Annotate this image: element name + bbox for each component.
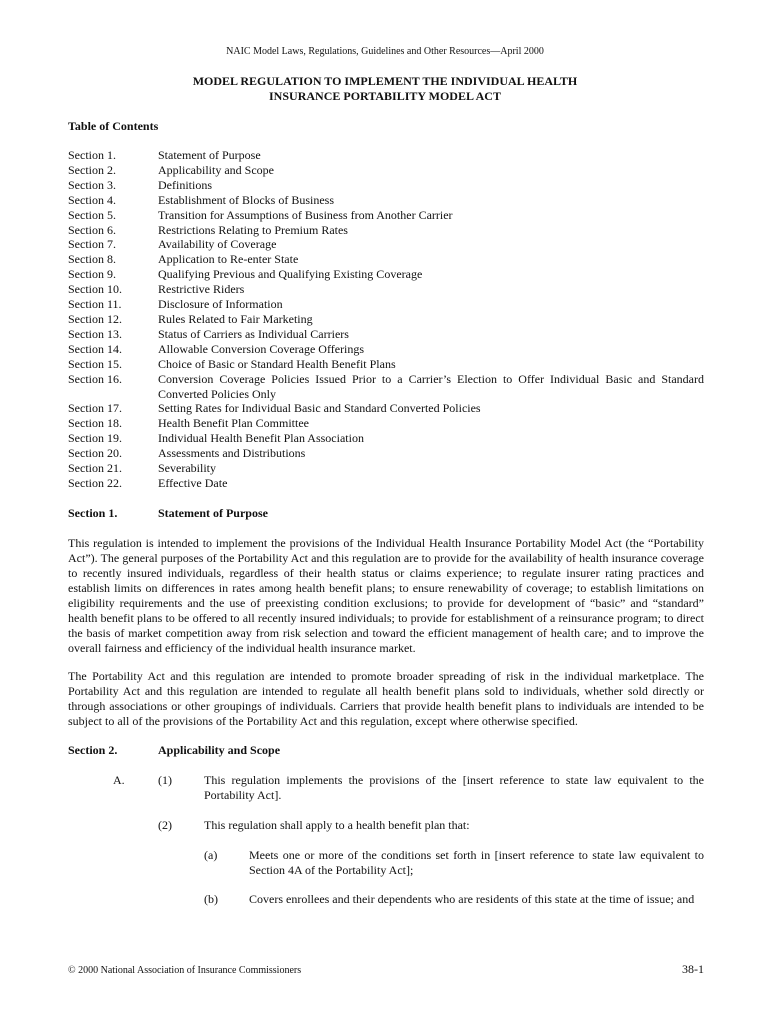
toc-section-title: Choice of Basic or Standard Health Benefit Plans [158, 356, 396, 371]
toc-section-number: Section 2. [68, 162, 116, 177]
toc-row [68, 312, 704, 327]
toc-section-number: Section 5. [68, 207, 116, 222]
toc-section-number: Section 18. [68, 416, 122, 431]
toc-section-title: Availability of Coverage [158, 237, 277, 252]
toc-section-title: Allowable Conversion Coverage Offerings [158, 341, 365, 356]
toc-section-title: Restrictive Riders [158, 282, 245, 297]
toc-section-number: Section 12. [68, 311, 122, 326]
toc-row [68, 148, 704, 163]
toc-section-title: Statement of Purpose [158, 148, 261, 162]
toc-row [68, 416, 704, 431]
section-2-title: Applicability and Scope [158, 743, 281, 757]
toc-section-number: Section 8. [68, 252, 116, 267]
toc-section-number: Section 3. [68, 177, 116, 192]
toc-heading: Table of Contents [68, 119, 159, 133]
table-of-contents [68, 148, 704, 491]
toc-section-title: Individual Health Benefit Plan Association [158, 431, 364, 446]
toc-section-title: Rules Related to Fair Marketing [158, 311, 313, 326]
title-line-2: INSURANCE PORTABILITY MODEL ACT [269, 89, 501, 103]
toc-section-number: Section 4. [68, 192, 116, 207]
toc-section-number: Section 7. [68, 237, 116, 252]
toc-section-number: Section 20. [68, 446, 122, 461]
toc-section-number: Section 19. [68, 431, 122, 446]
section-2-number: Section 2. [68, 743, 118, 757]
toc-section-number: Section 10. [68, 282, 122, 297]
paragraph-2-label: (2) [158, 818, 172, 832]
toc-row [68, 208, 704, 223]
toc-section-title: Setting Rates for Individual Basic and Standard Converted Policies [158, 401, 481, 416]
subparagraph-b-label: (b) [204, 892, 218, 906]
toc-section-number: Section 21. [68, 461, 122, 476]
toc-row [68, 237, 704, 252]
toc-section-title: Qualifying Previous and Qualifying Existing Coverage [158, 267, 423, 282]
toc-section-number: Section 13. [68, 326, 122, 341]
toc-row [68, 372, 704, 402]
toc-section-title: Disclosure of Information [158, 297, 283, 312]
paragraph-2-text: This regulation shall apply to a health benefit plan that: [204, 818, 470, 832]
toc-section-number: Section 16. [68, 371, 122, 386]
toc-section-number: Section 1. [68, 148, 116, 162]
toc-row [68, 327, 704, 342]
toc-section-title: Applicability and Scope [158, 162, 274, 177]
toc-section-number: Section 14. [68, 341, 122, 356]
toc-row [68, 163, 704, 178]
toc-section-title: Conversion Coverage Policies Issued Prior to a Carrier’s Election to Offer Individual Basic and Standard Converted Policies Only [158, 371, 704, 401]
toc-section-title: Establishment of Blocks of Business [158, 192, 334, 207]
toc-section-number: Section 15. [68, 356, 122, 371]
toc-row [68, 401, 704, 416]
toc-row [68, 431, 704, 446]
toc-row [68, 193, 704, 208]
toc-section-number: Section 6. [68, 222, 116, 237]
toc-row [68, 476, 704, 491]
toc-section-number: Section 9. [68, 267, 116, 282]
toc-row [68, 282, 704, 297]
subparagraph-b-text: Covers enrollees and their dependents who are residents of this state at the time of issue; and [249, 892, 695, 906]
toc-section-number: Section 17. [68, 401, 122, 416]
title-line-1: MODEL REGULATION TO IMPLEMENT THE INDIVIDUAL HEALTH [192, 74, 578, 88]
paragraph-1-text: This regulation implements the provisions of the [insert reference to state law equivalent to the Portability Act]. [204, 773, 704, 802]
paragraph-1-label: (1) [158, 773, 172, 787]
section-1-paragraph-2: The Portability Act and this regulation are intended to promote broader spreading of risk in the individual marketplace. The Portability Act and this regulation are intended to regulate all health benefit plans sold to individuals, whether sold directly or through associations or other groupings of individuals. Carriers that provide health benefit plans to individuals are intended to be subject to all of the provisions of the Portability Act and this regulation, except where otherwise specified. [68, 669, 704, 728]
section-2-heading [68, 743, 280, 758]
subsection-a-label: A. [113, 773, 125, 787]
toc-section-title: Status of Carriers as Individual Carriers [158, 326, 349, 341]
toc-row [68, 342, 704, 357]
page-number: 38-1 [682, 962, 704, 976]
footer-copyright: © 2000 National Association of Insurance Commissioners [68, 965, 302, 976]
toc-section-title: Health Benefit Plan Committee [158, 416, 309, 431]
running-header: NAIC Model Laws, Regulations, Guidelines and Other Resources—April 2000 [226, 46, 544, 57]
toc-row [68, 357, 704, 372]
document-title [0, 74, 770, 104]
section-1-title: Statement of Purpose [158, 506, 268, 520]
toc-row [68, 267, 704, 282]
toc-section-title: Restrictions Relating to Premium Rates [158, 222, 348, 237]
toc-section-title: Effective Date [158, 475, 228, 490]
section-1-heading [68, 506, 268, 521]
toc-section-title: Application to Re-enter State [158, 252, 299, 267]
section-1-paragraph-1: This regulation is intended to implement the provisions of the Individual Health Insurance Portability Model Act (the “Portability Act”). The general purposes of the Portability Act and this regulation are to provide for the availability of health insurance coverage to recently insured individuals, regardless of their health status or claims experience; to regulate insurer rating practices and establish limits on differences in rates among health benefit plans; to ensure renewability of coverage; to establish limitations on eligibility requirements and the use of preexisting condition exclusions; to provide for development of “basic” and “standard” health benefit plans to be offered to all recently insured individuals; to provide for establishment of a reinsurance program; to direct the basis of market competition away from risk selection and toward the efficient management of health care; and to improve the overall fairness and efficiency of the individual health insurance market. [68, 536, 704, 655]
toc-row [68, 446, 704, 461]
toc-section-title: Definitions [158, 177, 212, 192]
toc-row [68, 461, 704, 476]
toc-row [68, 252, 704, 267]
toc-section-number: Section 11. [68, 297, 122, 312]
toc-row [68, 178, 704, 193]
subparagraph-a-text: Meets one or more of the conditions set forth in [insert reference to state law equivalent to Section 4A of the Portability Act]; [249, 848, 704, 877]
toc-section-title: Severability [158, 461, 216, 476]
toc-section-title: Assessments and Distributions [158, 446, 306, 461]
toc-section-number: Section 22. [68, 475, 122, 490]
subparagraph-a-label: (a) [204, 848, 218, 862]
toc-section-title: Transition for Assumptions of Business from Another Carrier [158, 207, 453, 222]
section-1-number: Section 1. [68, 506, 118, 520]
toc-row [68, 223, 704, 238]
toc-row [68, 297, 704, 312]
